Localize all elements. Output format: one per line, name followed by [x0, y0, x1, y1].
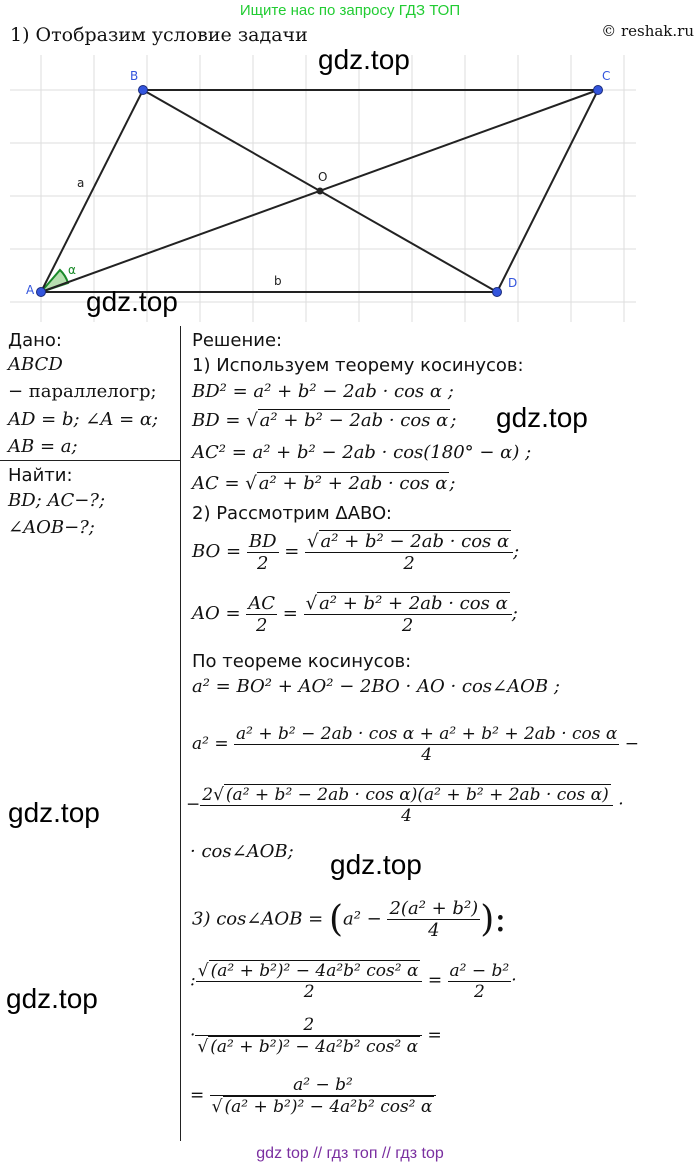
find-line-2: ∠AOB−?; — [8, 517, 95, 538]
a-squared-expansion — [192, 724, 639, 765]
label-b: B — [130, 69, 139, 83]
step-1-heading: 1) Отобразим условие задачи — [10, 24, 308, 46]
bd-formula: BD = √ a² + b² − 2ab · cos α ; — [192, 410, 457, 431]
root-over-2 — [196, 960, 423, 1002]
given-line-4: AB = a; — [8, 436, 78, 457]
label-side-a: a — [77, 176, 85, 190]
ac-formula: AC = √ a² + b² + 2ab · cos α ; — [192, 473, 456, 494]
semicolon: ; — [511, 603, 518, 624]
label-c: C — [602, 69, 611, 83]
watermark: gdz.top — [318, 44, 410, 75]
solution-step-1: 1) Используем теорему косинусов: — [192, 355, 524, 376]
step-3-formula — [192, 898, 506, 941]
ab-over-2 — [448, 961, 512, 1002]
radicand: (a² + b²)² − 4a²b² cos² α — [210, 1037, 419, 1057]
bd-over-2 — [247, 531, 279, 574]
fraction-denominator: 2 — [256, 552, 269, 574]
ac-lhs: AC = — [192, 473, 246, 494]
a2-lhs: a² = — [192, 734, 235, 754]
fraction-denominator: √ (a² + b²)² − 4a²b² cos² α — [211, 1097, 433, 1117]
fraction-numerator: AC — [248, 592, 276, 614]
grid — [10, 55, 636, 322]
fraction-denominator: 4 — [428, 920, 440, 941]
minus-sign: − — [186, 794, 201, 815]
big-fraction — [234, 724, 619, 765]
equals: = — [190, 1085, 210, 1106]
watermark: gdz.top — [330, 849, 422, 880]
watermark: gdz.top — [8, 797, 100, 828]
semicolon: ; — [513, 541, 520, 562]
column-divider — [180, 326, 181, 1141]
cosine-law-heading: По теореме косинусов: — [192, 651, 412, 672]
solution-title: Решение: — [192, 330, 283, 351]
angle-alpha-mark — [41, 270, 68, 292]
second-term — [186, 784, 624, 826]
given-line-3: AD = b; ∠A = α; — [8, 409, 159, 430]
fraction-denominator: 2 — [401, 615, 414, 636]
final-fraction — [210, 1075, 437, 1117]
product-radicand: (a² + b² − 2ab · cos α)(a² + b² + 2ab · cos α) — [225, 785, 609, 805]
coefficient: 2 — [202, 785, 214, 805]
ac-over-2 — [246, 593, 277, 636]
given-line-2: − параллелогр; — [8, 381, 157, 402]
cosine-law-formula: a² = BO² + AO² − 2BO · AO · cos∠AOB ; — [192, 676, 560, 697]
fraction-numerator: √ a² + b² + 2ab · cos α — [304, 592, 512, 615]
ao-lhs: AO = — [192, 603, 247, 624]
a2-minus: a² − — [343, 908, 388, 930]
label-side-b: b — [274, 274, 282, 288]
label-angle: α — [68, 263, 76, 277]
find-title: Найти: — [8, 465, 73, 486]
bo-root-fraction — [305, 530, 513, 574]
fraction-numerator: 2(a² + b²) — [389, 898, 479, 919]
ao-formula — [192, 592, 518, 636]
ac-radicand: a² + b² + 2ab · cos α — [319, 593, 508, 614]
watermark: gdz.top — [496, 402, 588, 433]
equals: = — [278, 541, 306, 562]
ac-squared-formula: AC² = a² + b² − 2ab · cos(180° − α) ; — [192, 442, 532, 463]
point-c — [594, 86, 603, 95]
watermark: gdz.top — [86, 286, 178, 317]
fraction-denominator: √ (a² + b²)² − 4a²b² cos² α — [197, 1037, 419, 1057]
fraction-numerator: a² + b² − 2ab · cos α + a² + b² + 2ab · cos α — [236, 724, 618, 744]
open-paren: ( — [328, 899, 343, 940]
fraction-denominator: 4 — [401, 806, 412, 826]
second-fraction — [200, 784, 613, 826]
colon: : — [190, 970, 196, 991]
bo-formula — [192, 530, 519, 574]
point-d — [493, 288, 502, 297]
side-ab — [41, 90, 143, 292]
fraction-numerator: a² − b² — [449, 960, 510, 981]
fraction-denominator: 4 — [421, 745, 433, 765]
bo-lhs: BO = — [192, 541, 247, 562]
dot: · — [190, 1025, 196, 1046]
label-d: D — [508, 276, 518, 290]
point-b — [139, 86, 148, 95]
equals: = — [422, 970, 448, 991]
given-find-divider — [0, 460, 181, 461]
fraction-numerator: 2√ (a² + b² − 2ab · cos α)(a² + b² + 2ab · cos α) — [200, 784, 613, 806]
ac-radicand: a² + b² + 2ab · cos α — [258, 473, 448, 494]
equals: = — [422, 1025, 442, 1046]
fraction-numerator: √ (a² + b²)² − 4a²b² cos² α — [196, 960, 423, 982]
step-3-fraction — [387, 898, 480, 941]
fraction-denominator: 2 — [473, 981, 485, 1002]
fraction-denominator: 2 — [403, 553, 415, 574]
given-line-1: ABCD — [8, 354, 63, 375]
two-over-root — [195, 1015, 422, 1057]
label-a: A — [26, 283, 35, 297]
find-line-1: BD; AC−?; — [8, 490, 106, 511]
bd-radicand: a² + b² − 2ab · cos α — [320, 531, 510, 552]
watermark: gdz.top — [6, 983, 98, 1014]
dot: · — [511, 970, 517, 991]
minus-sign: − — [624, 734, 640, 754]
bd-squared-formula: BD² = a² + b² − 2ab · cos α ; — [192, 381, 454, 402]
label-o: O — [318, 170, 328, 184]
final-result — [190, 1075, 436, 1117]
radicand: (a² + b²)² − 4a²b² cos² α — [224, 1097, 433, 1117]
radicand: (a² + b²)² − 4a²b² cos² α — [210, 961, 419, 981]
step-3-lhs: 3) cos∠AOB = — [192, 908, 329, 930]
fraction-denominator: 2 — [255, 614, 268, 636]
bd-lhs: BD = — [192, 410, 247, 431]
reciprocal-line — [190, 1015, 442, 1057]
point-o — [317, 188, 324, 195]
close-paren: ): — [480, 899, 507, 940]
ao-root-fraction — [304, 592, 512, 636]
semicolon: ; — [450, 410, 457, 431]
cos-aob-factor: · cos∠AOB; — [190, 841, 294, 862]
fraction-numerator: √ a² + b² − 2ab · cos α — [305, 530, 513, 553]
dot: · — [618, 794, 624, 815]
fraction-numerator: 2 — [195, 1015, 422, 1036]
fraction-numerator: a² − b² — [210, 1075, 437, 1096]
copyright: © reshak.ru — [601, 22, 694, 40]
equals: = — [277, 603, 304, 624]
semicolon: ; — [449, 473, 456, 494]
top-banner: Ищите нас по запросу ГДЗ ТОП — [239, 2, 461, 19]
fraction-numerator: BD — [248, 530, 277, 552]
given-title: Дано: — [8, 330, 62, 351]
footer-links: gdz top // гдз топ // гдз top — [256, 1145, 444, 1162]
parallelogram-figure — [0, 50, 640, 325]
fraction-denominator: 2 — [303, 982, 315, 1002]
division-line — [190, 960, 517, 1002]
point-a — [37, 288, 46, 297]
bd-radicand: a² + b² − 2ab · cos α — [259, 410, 449, 431]
solution-step-2: 2) Рассмотрим ΔABO: — [192, 503, 392, 524]
